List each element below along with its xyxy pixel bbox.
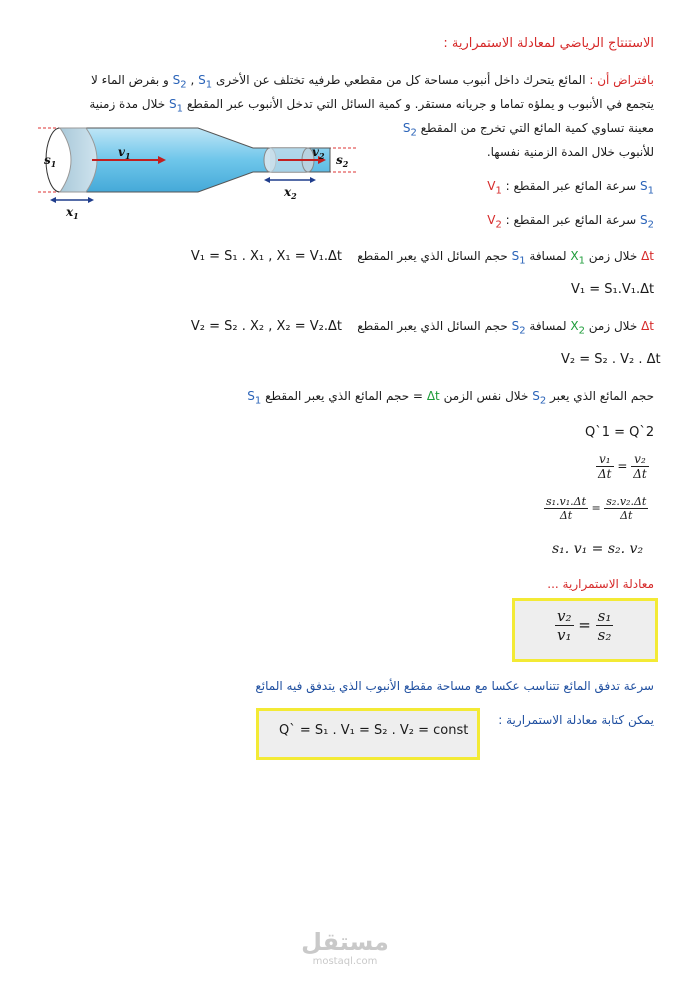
def-v2: $V_2$ : سرعة المائع عبر المقطع $S_2$ bbox=[487, 213, 654, 231]
intro-prefix: بافتراض أن : bbox=[589, 73, 654, 87]
watermark bbox=[300, 928, 390, 967]
fraction-equation-1: $\frac{\text{v₁}}{\Delta t}$ = $\frac{\text{v₂}}{\Delta t}$ bbox=[598, 452, 647, 481]
def-v1-symbol: $V_1$ bbox=[487, 179, 502, 197]
intro-text-2-end: خلال مدة زمنية bbox=[89, 97, 166, 111]
intro-text-1: المائع يتحرك داخل أنبوب مساحة كل من مقطعي طرفيه تختلف عن الأخرى bbox=[215, 73, 586, 87]
watermark-url: mostaql.com bbox=[312, 956, 378, 967]
alt-formula-box bbox=[256, 708, 480, 760]
pipe-diagram bbox=[38, 120, 358, 230]
intro-text-1-end: و بفرض الماء لا bbox=[90, 73, 169, 87]
intro-s1-b: $S_1$ bbox=[169, 97, 184, 115]
intro-line-4: للأنبوب خلال المدة الزمنية نفسها. bbox=[486, 145, 654, 159]
conclusion-text: سرعة تدفق المائع تتناسب عكسا مع مساحة مقطع الأنبوب الذي يتدفق فيه المائع bbox=[255, 679, 654, 693]
intro-line-3 bbox=[354, 118, 654, 143]
continuity-title: معادلة الاستمرارية ... bbox=[547, 577, 654, 591]
label-v1: $v_1$ bbox=[118, 145, 131, 161]
eq1-line: V₁ = S₁ . X₁ , X₁ = V₁.Δt حجم السائل الذي يعبر المقطع $S_1$ لمسافة $X_1$ خلال زمن Δt bbox=[190, 249, 654, 267]
intro-text-3: معينة تساوي كمية المائع التي تخرج من المقطع bbox=[420, 121, 654, 135]
product-equation: s₁. v₁ = s₂. v₂ bbox=[552, 541, 644, 557]
q-equality: Q`1 = Q`2 bbox=[585, 425, 655, 440]
def-v1: $V_1$ : سرعة المائع عبر المقطع $S_1$ bbox=[487, 179, 654, 197]
intro-text-2: يتجمع في الأنبوب و يملؤه تماما و جريانه مستقر. و كمية السائل التي تدخل الأنبوب عبر المقطع bbox=[186, 97, 654, 111]
eq2-line: V₂ = S₂ . X₂ , X₂ = V₂.Δt حجم السائل الذي يعبر المقطع $S_2$ لمسافة $X_2$ خلال زمن Δt bbox=[190, 319, 654, 337]
label-v2: $v_2$ bbox=[312, 145, 325, 161]
def-v2-symbol: $V_2$ bbox=[487, 213, 502, 231]
label-s2: $s_2$ bbox=[336, 153, 349, 169]
watermark-logo: مستقل bbox=[301, 928, 389, 956]
intro-line-2 bbox=[34, 94, 654, 119]
x2-arrowhead-left bbox=[264, 177, 270, 183]
label-x1: $x_1$ bbox=[66, 205, 79, 221]
intro-line-1: بافتراض أن : المائع يتحرك داخل أنبوب مساحة كل من مقطعي طرفيه تختلف عن الأخرى $S_2$ , $S_1$ و بفرض الماء لا bbox=[90, 73, 654, 91]
label-s1: $s_1$ bbox=[44, 153, 57, 169]
eq2-formula: V₂ = S₂ . X₂ , X₂ = V₂.Δt bbox=[190, 319, 342, 334]
eq1-formula: V₁ = S₁ . X₁ , X₁ = V₁.Δt bbox=[190, 249, 342, 264]
intro-s2-b: $S_2$ bbox=[402, 121, 417, 139]
x2-arrowhead-right bbox=[310, 177, 316, 183]
intro-s1: $S_1$ bbox=[198, 73, 213, 91]
page-title: الاستنتاج الرياضي لمعادلة الاستمرارية : bbox=[443, 36, 654, 51]
eq2b: V₂ = S₂ . V₂ . Δt bbox=[561, 352, 661, 367]
eq1b: V₁ = S₁.V₁.Δt bbox=[571, 282, 655, 297]
continuity-equation: $\frac{\text{v₂}}{\text{v₁}}$ = $\frac{\text{s₁}}{\text{s₂}}$ bbox=[557, 607, 612, 644]
x1-arrowhead-left bbox=[50, 197, 56, 203]
intro-s2: $S_2$ bbox=[172, 73, 187, 91]
fraction-equation-2: $\frac{\text{s₁.v₁.Δt}}{\Delta t}$ = $\frac{\text{s₂.v₂.Δt}}{\Delta t}$ bbox=[546, 495, 647, 522]
x1-arrowhead-right bbox=[88, 197, 94, 203]
equality-line: حجم المائع الذي يعبر $S_2$ خلال نفس الزمن Δt = حجم المائع الذي يعبر المقطع $S_1$ bbox=[247, 389, 654, 407]
label-x2: $x_2$ bbox=[284, 185, 297, 201]
alt-formula-label: يمكن كتابة معادلة الاستمرارية : bbox=[498, 713, 654, 727]
alt-formula: Q` = S₁ . V₁ = S₂ . V₂ = const bbox=[279, 723, 469, 738]
continuity-equation-box bbox=[512, 598, 658, 662]
